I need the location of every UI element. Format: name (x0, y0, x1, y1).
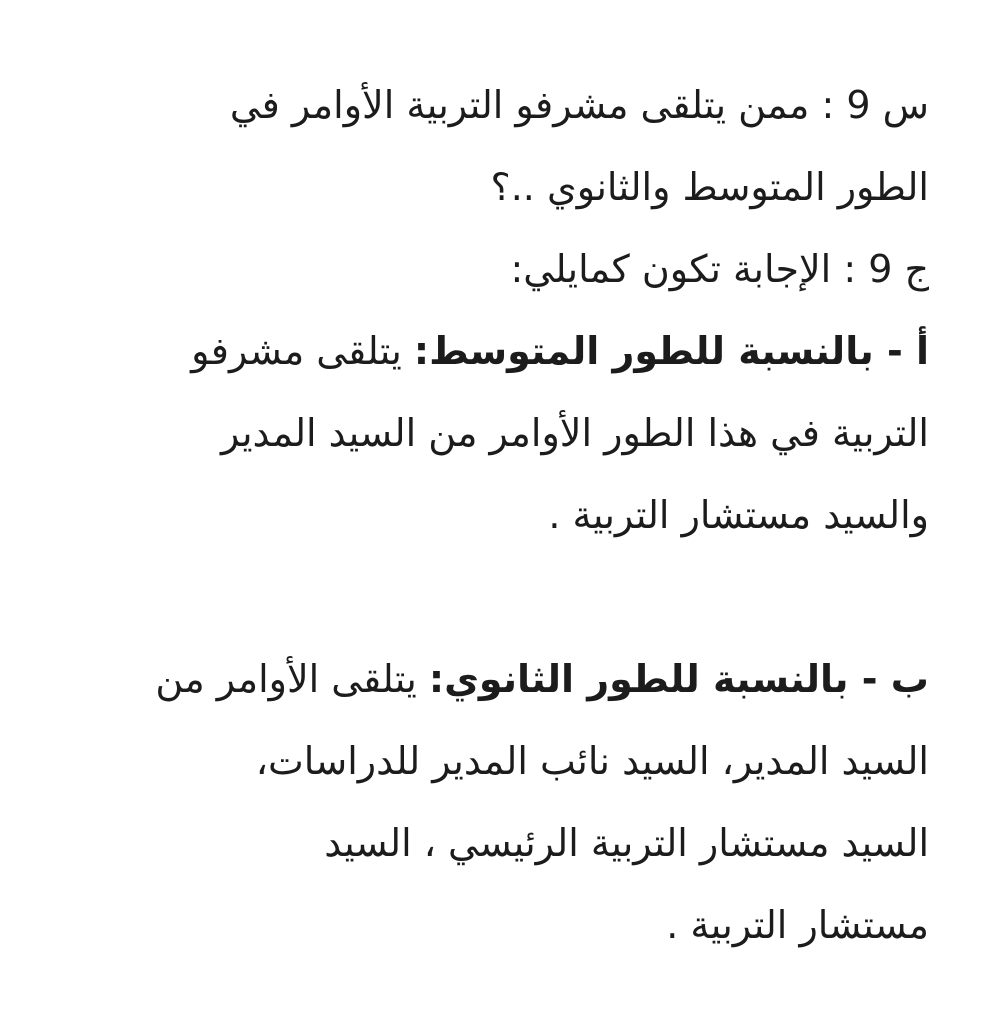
section-a-line-1 (79, 310, 929, 392)
paragraph-gap (79, 556, 929, 638)
question-line-2: الطور المتوسط والثانوي ..؟ (490, 165, 929, 209)
section-a-line-1-text: يتلقى مشرفو (191, 329, 414, 373)
section-b-line-3: السيد مستشار التربية الرئيسي ، السيد (324, 821, 929, 865)
answer-intro: ج 9 : الإجابة تكون كمايلي: (510, 247, 929, 291)
section-b-line-1-text: يتلقى الأوامر من (155, 657, 429, 701)
text-content (79, 64, 929, 966)
section-b-heading: ب - بالنسبة للطور الثانوي: (428, 657, 929, 701)
section-b-line-4: مستشار التربية . (666, 903, 929, 947)
section-b-line-1 (79, 638, 929, 720)
section-a-heading: أ - بالنسبة للطور المتوسط: (413, 329, 929, 373)
question-line-1: س 9 : ممن يتلقى مشرفو التربية الأوامر في (229, 83, 929, 127)
section-a-line-2: التربية في هذا الطور الأوامر من السيد المدير (221, 411, 929, 455)
section-a-line-3: والسيد مستشار التربية . (548, 493, 929, 537)
section-b-line-2: السيد المدير، السيد نائب المدير للدراسات، (255, 739, 929, 783)
